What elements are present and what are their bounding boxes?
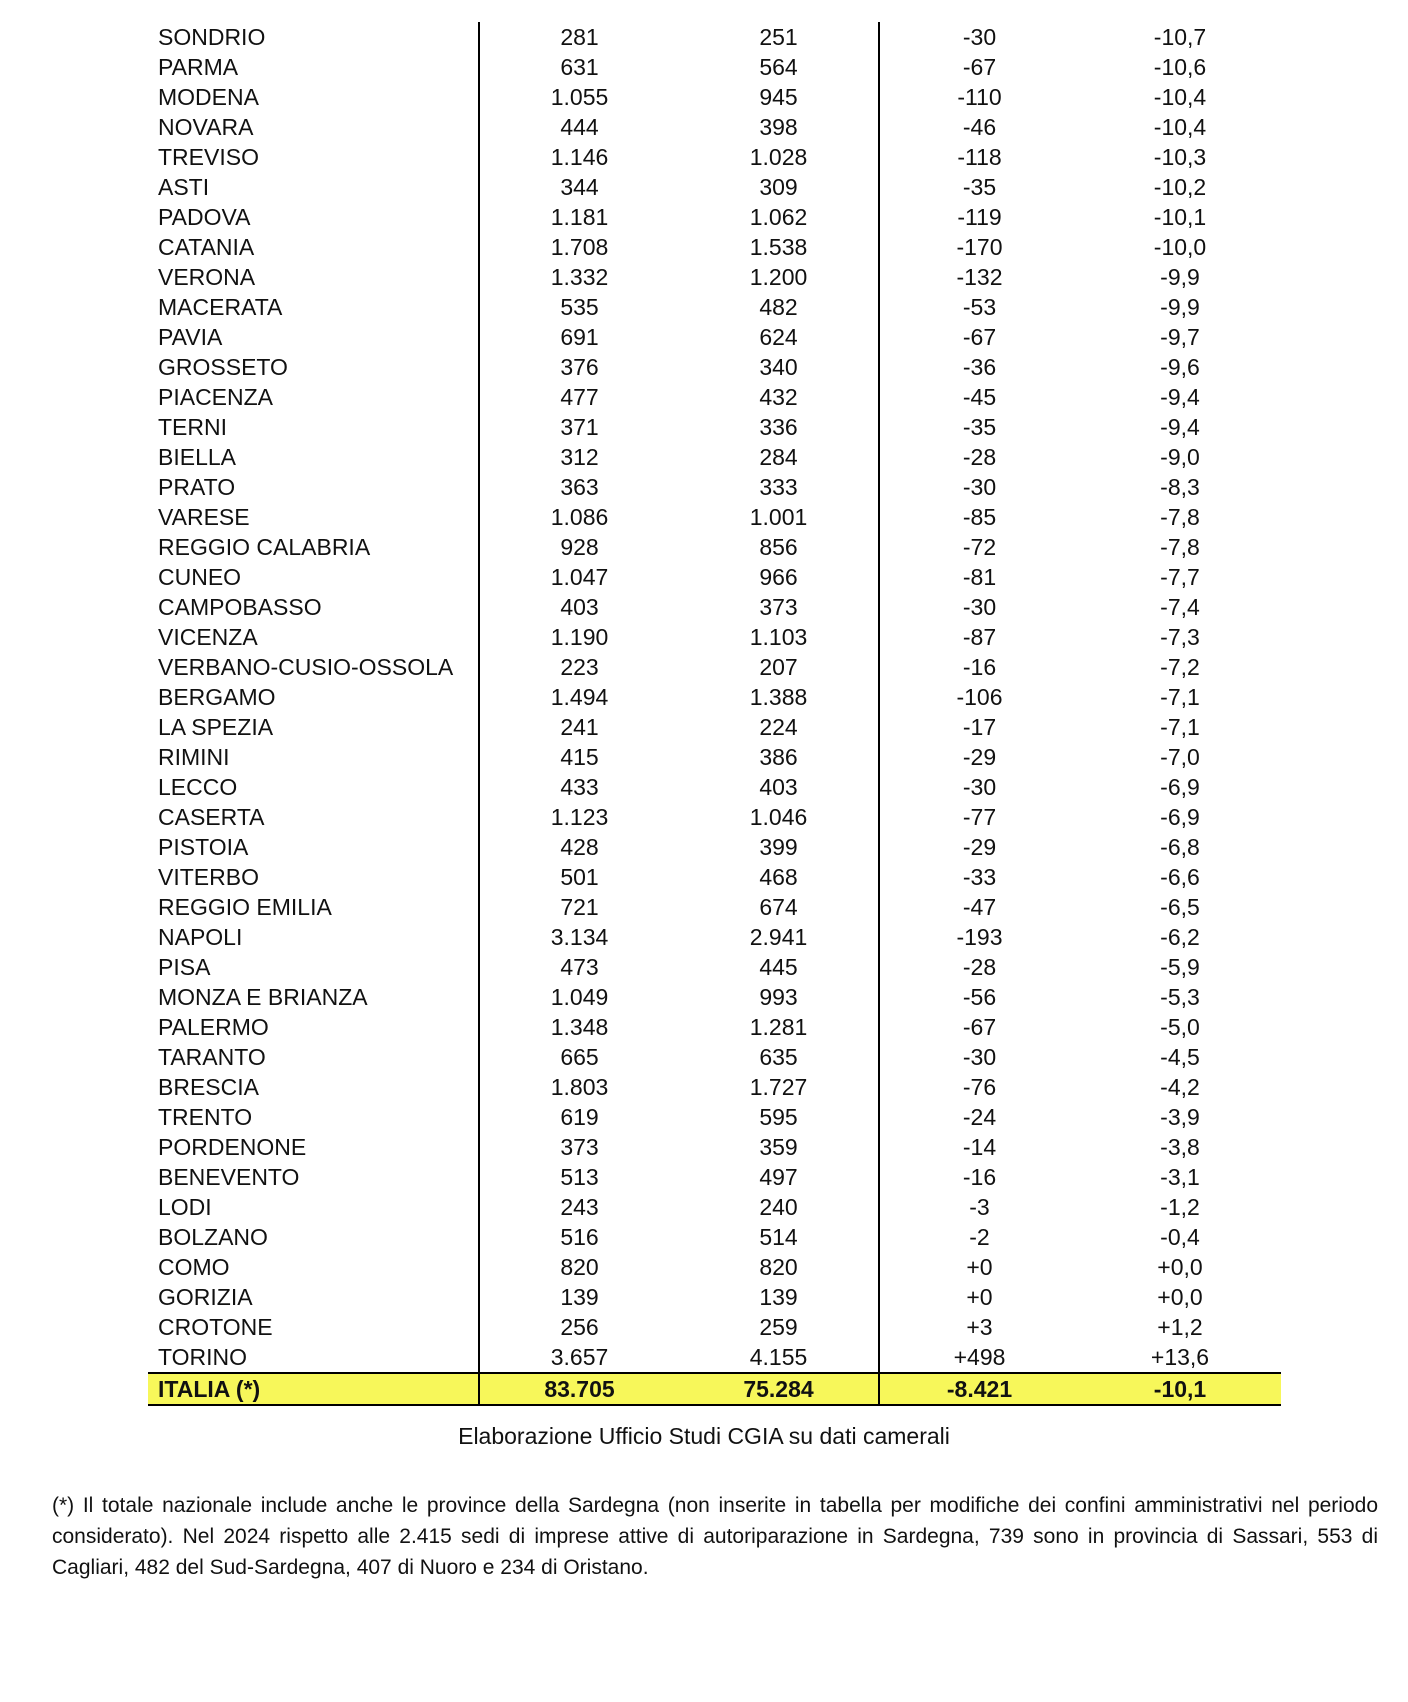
difference: -45 — [962, 384, 997, 410]
table-row — [148, 1072, 1281, 1102]
percent-change: -9,6 — [1160, 354, 1200, 380]
value-1: 363 — [560, 474, 599, 500]
value-1: 1.190 — [550, 624, 609, 650]
province-name: COMO — [148, 1252, 479, 1282]
table-row — [148, 592, 1281, 622]
province-name: MACERATA — [148, 292, 479, 322]
value-2: 1.028 — [679, 142, 879, 172]
difference: -53 — [962, 294, 997, 320]
table-row — [148, 1042, 1281, 1072]
value-1: 139 — [560, 1284, 599, 1310]
percent-change: -3,8 — [1160, 1134, 1200, 1160]
difference: -118 — [957, 144, 1002, 170]
value-1: 281 — [560, 24, 599, 50]
difference: -67 — [962, 324, 997, 350]
value-1: 631 — [560, 54, 599, 80]
province-name: VITERBO — [148, 862, 479, 892]
value-2: 514 — [679, 1222, 879, 1252]
table-row — [148, 22, 1281, 52]
province-name: CUNEO — [148, 562, 479, 592]
value-1: 516 — [560, 1224, 599, 1250]
difference: -193 — [956, 924, 1003, 950]
value-1: 256 — [560, 1314, 599, 1340]
value-2: 564 — [679, 52, 879, 82]
value-2: 139 — [679, 1282, 879, 1312]
percent-change: -7,7 — [1160, 564, 1200, 590]
province-name: LODI — [148, 1192, 479, 1222]
value-1: 223 — [560, 654, 599, 680]
value-1: 1.049 — [550, 984, 609, 1010]
table-row — [148, 742, 1281, 772]
province-name: VERBANO-CUSIO-OSSOLA — [148, 652, 479, 682]
table-row — [148, 562, 1281, 592]
percent-change: -10,7 — [1153, 24, 1207, 50]
province-name: VARESE — [148, 502, 479, 532]
table-row — [148, 892, 1281, 922]
province-name: TREVISO — [148, 142, 479, 172]
value-1: 1.332 — [550, 264, 609, 290]
value-1: 428 — [560, 834, 599, 860]
value-1: 928 — [560, 534, 599, 560]
value-2: 1.062 — [679, 202, 879, 232]
table-row — [148, 172, 1281, 202]
value-2: 1.046 — [679, 802, 879, 832]
percent-change: -10,2 — [1153, 174, 1207, 200]
value-1: 444 — [560, 114, 599, 140]
difference: -30 — [962, 594, 997, 620]
value-2: 1.200 — [679, 262, 879, 292]
province-name: NOVARA — [148, 112, 479, 142]
value-1: 1.181 — [550, 204, 609, 230]
difference: -46 — [962, 114, 997, 140]
province-name: VERONA — [148, 262, 479, 292]
percent-change: -9,4 — [1160, 414, 1200, 440]
value-2: 403 — [679, 772, 879, 802]
percent-change: -7,8 — [1160, 504, 1200, 530]
province-name: NAPOLI — [148, 922, 479, 952]
table-row — [148, 982, 1281, 1012]
difference: -30 — [962, 774, 997, 800]
value-1: 1.348 — [550, 1014, 609, 1040]
province-name: LECCO — [148, 772, 479, 802]
percent-change: -6,9 — [1160, 804, 1200, 830]
value-2: 207 — [679, 652, 879, 682]
difference: -33 — [962, 864, 997, 890]
table-row — [148, 142, 1281, 172]
table-row — [148, 952, 1281, 982]
percent-change: -10,0 — [1153, 234, 1207, 260]
value-1: 1.055 — [550, 84, 609, 110]
table-row — [148, 1252, 1281, 1282]
percent-change: -7,4 — [1160, 594, 1200, 620]
total-value-2: 75.284 — [679, 1373, 879, 1405]
province-name: REGGIO CALABRIA — [148, 532, 479, 562]
percent-change: -10,1 — [1153, 204, 1207, 230]
percent-change: -3,9 — [1160, 1104, 1200, 1130]
table-row — [148, 352, 1281, 382]
percent-change: -6,8 — [1160, 834, 1200, 860]
value-1: 433 — [560, 774, 599, 800]
table-row — [148, 292, 1281, 322]
difference: -35 — [962, 414, 997, 440]
province-name: PALERMO — [148, 1012, 479, 1042]
percent-change: -9,0 — [1160, 444, 1200, 470]
percent-change: -1,2 — [1160, 1194, 1200, 1220]
percent-change: -9,7 — [1160, 324, 1200, 350]
percent-change: -7,1 — [1160, 684, 1200, 710]
percent-change: -6,6 — [1160, 864, 1200, 890]
value-1: 691 — [560, 324, 599, 350]
table-body — [148, 22, 1281, 1405]
province-name: CROTONE — [148, 1312, 479, 1342]
percent-change: -6,9 — [1160, 774, 1200, 800]
table-caption: Elaborazione Ufficio Studi CGIA su dati camerali — [458, 1423, 950, 1449]
province-name: SONDRIO — [148, 22, 479, 52]
value-2: 340 — [679, 352, 879, 382]
percent-change: -7,0 — [1160, 744, 1200, 770]
table-row — [148, 112, 1281, 142]
difference: -170 — [956, 234, 1003, 260]
value-2: 284 — [679, 442, 879, 472]
value-1: 820 — [560, 1254, 599, 1280]
province-table — [148, 22, 1281, 1406]
table-row — [148, 1102, 1281, 1132]
province-name: CAMPOBASSO — [148, 592, 479, 622]
province-name: REGGIO EMILIA — [148, 892, 479, 922]
total-percent: -10,1 — [1079, 1373, 1281, 1405]
province-name: TRENTO — [148, 1102, 479, 1132]
table-row — [148, 1342, 1281, 1373]
table-row — [148, 772, 1281, 802]
value-1: 665 — [560, 1044, 599, 1070]
value-1: 243 — [560, 1194, 599, 1220]
value-2: 336 — [679, 412, 879, 442]
percent-change: -5,3 — [1160, 984, 1200, 1010]
value-1: 501 — [560, 864, 599, 890]
value-2: 4.155 — [679, 1342, 879, 1373]
percent-change: -3,1 — [1160, 1164, 1200, 1190]
percent-change: -0,4 — [1160, 1224, 1200, 1250]
value-2: 674 — [679, 892, 879, 922]
value-1: 403 — [560, 594, 599, 620]
difference: -16 — [962, 1164, 997, 1190]
percent-change: -10,6 — [1153, 54, 1207, 80]
value-1: 371 — [560, 414, 599, 440]
table-row — [148, 52, 1281, 82]
difference: -29 — [962, 834, 997, 860]
table-row — [148, 262, 1281, 292]
value-2: 432 — [679, 382, 879, 412]
difference: -30 — [962, 474, 997, 500]
total-value-1: 83.705 — [479, 1373, 679, 1405]
difference: -56 — [962, 984, 997, 1010]
value-1: 513 — [560, 1164, 599, 1190]
province-name: PORDENONE — [148, 1132, 479, 1162]
value-1: 1.494 — [550, 684, 609, 710]
province-name: GROSSETO — [148, 352, 479, 382]
table-row — [148, 412, 1281, 442]
difference: -47 — [962, 894, 997, 920]
value-2: 373 — [679, 592, 879, 622]
province-table-container — [148, 22, 1281, 1406]
table-row — [148, 1312, 1281, 1342]
value-2: 820 — [679, 1252, 879, 1282]
province-name: PARMA — [148, 52, 479, 82]
value-2: 445 — [679, 952, 879, 982]
value-2: 497 — [679, 1162, 879, 1192]
value-1: 415 — [560, 744, 599, 770]
difference: -30 — [962, 1044, 997, 1070]
value-1: 1.123 — [550, 804, 609, 830]
difference: -36 — [962, 354, 997, 380]
value-2: 259 — [679, 1312, 879, 1342]
percent-change: -9,9 — [1160, 264, 1200, 290]
value-1: 373 — [560, 1134, 599, 1160]
value-1: 344 — [560, 174, 599, 200]
table-row — [148, 1012, 1281, 1042]
difference: -17 — [962, 714, 997, 740]
percent-change: -5,0 — [1160, 1014, 1200, 1040]
percent-change: +0,0 — [1157, 1254, 1203, 1280]
value-2: 386 — [679, 742, 879, 772]
total-difference: -8.421 — [879, 1373, 1079, 1405]
difference: -106 — [956, 684, 1003, 710]
value-2: 945 — [679, 82, 879, 112]
difference: -76 — [962, 1074, 997, 1100]
difference: -87 — [962, 624, 997, 650]
value-2: 624 — [679, 322, 879, 352]
province-name: CATANIA — [148, 232, 479, 262]
province-name: ASTI — [148, 172, 479, 202]
table-row — [148, 232, 1281, 262]
table-row — [148, 382, 1281, 412]
difference: -14 — [962, 1134, 997, 1160]
value-2: 1.538 — [679, 232, 879, 262]
value-2: 399 — [679, 832, 879, 862]
percent-change: -7,1 — [1160, 714, 1200, 740]
percent-change: -10,4 — [1153, 84, 1207, 110]
value-1: 1.086 — [550, 504, 609, 530]
value-2: 240 — [679, 1192, 879, 1222]
value-2: 482 — [679, 292, 879, 322]
table-row — [148, 1162, 1281, 1192]
difference: -67 — [962, 54, 997, 80]
value-1: 1.708 — [550, 234, 609, 260]
province-name: PISTOIA — [148, 832, 479, 862]
value-1: 241 — [560, 714, 599, 740]
difference: -30 — [962, 24, 997, 50]
province-name: TERNI — [148, 412, 479, 442]
value-1: 3.657 — [550, 1344, 609, 1370]
difference: -16 — [962, 654, 997, 680]
difference: +498 — [953, 1344, 1006, 1370]
table-row — [148, 1132, 1281, 1162]
province-name: MONZA E BRIANZA — [148, 982, 479, 1012]
value-2: 1.388 — [679, 682, 879, 712]
province-name: VICENZA — [148, 622, 479, 652]
value-1: 535 — [560, 294, 599, 320]
table-row — [148, 1192, 1281, 1222]
value-2: 1.001 — [679, 502, 879, 532]
percent-change: -4,2 — [1160, 1074, 1200, 1100]
table-row — [148, 202, 1281, 232]
percent-change: -4,5 — [1160, 1044, 1200, 1070]
percent-change: -5,9 — [1160, 954, 1200, 980]
value-2: 993 — [679, 982, 879, 1012]
province-name: RIMINI — [148, 742, 479, 772]
percent-change: +0,0 — [1157, 1284, 1203, 1310]
table-row — [148, 862, 1281, 892]
value-2: 224 — [679, 712, 879, 742]
difference: -67 — [962, 1014, 997, 1040]
percent-change: -9,4 — [1160, 384, 1200, 410]
value-1: 3.134 — [550, 924, 609, 950]
percent-change: -7,3 — [1160, 624, 1200, 650]
table-row — [148, 442, 1281, 472]
table-row — [148, 802, 1281, 832]
percent-change: -7,8 — [1160, 534, 1200, 560]
difference: -119 — [957, 204, 1002, 230]
table-row — [148, 472, 1281, 502]
value-2: 635 — [679, 1042, 879, 1072]
table-row — [148, 712, 1281, 742]
footnote: (*) Il totale nazionale include anche le province della Sardegna (non inserite in tabella per modifiche dei confini amministrativi nel periodo considerato). Nel 2024 rispetto alle 2.415 sedi di imprese attive di autoriparazione in Sardegna, 739 sono in provincia di Sassari, 553 di Cagliari, 482 del Sud-Sardegna, 407 di Nuoro e 234 di Oristano. — [52, 1494, 1378, 1579]
province-name: GORIZIA — [148, 1282, 479, 1312]
difference: -29 — [962, 744, 997, 770]
difference: -81 — [962, 564, 997, 590]
province-name: PADOVA — [148, 202, 479, 232]
table-row — [148, 502, 1281, 532]
value-1: 1.146 — [550, 144, 609, 170]
table-row — [148, 832, 1281, 862]
value-2: 359 — [679, 1132, 879, 1162]
percent-change: -10,4 — [1153, 114, 1207, 140]
difference: -28 — [962, 444, 997, 470]
value-2: 309 — [679, 172, 879, 202]
value-2: 1.103 — [679, 622, 879, 652]
province-name: BERGAMO — [148, 682, 479, 712]
value-2: 595 — [679, 1102, 879, 1132]
total-name: ITALIA (*) — [148, 1373, 479, 1405]
difference: -24 — [962, 1104, 997, 1130]
province-name: CASERTA — [148, 802, 479, 832]
difference: -35 — [962, 174, 997, 200]
difference: +3 — [966, 1314, 993, 1340]
value-1: 376 — [560, 354, 599, 380]
province-name: BRESCIA — [148, 1072, 479, 1102]
province-name: TORINO — [148, 1342, 479, 1373]
percent-change: -7,2 — [1160, 654, 1200, 680]
province-name: TARANTO — [148, 1042, 479, 1072]
value-1: 619 — [560, 1104, 599, 1130]
difference: +0 — [966, 1254, 993, 1280]
difference: -28 — [962, 954, 997, 980]
percent-change: +13,6 — [1150, 1344, 1210, 1370]
table-row — [148, 922, 1281, 952]
table-row — [148, 1282, 1281, 1312]
difference: -2 — [969, 1224, 990, 1250]
province-name: PISA — [148, 952, 479, 982]
province-name: PRATO — [148, 472, 479, 502]
province-name: BENEVENTO — [148, 1162, 479, 1192]
value-2: 468 — [679, 862, 879, 892]
value-2: 333 — [679, 472, 879, 502]
province-name: MODENA — [148, 82, 479, 112]
difference: -72 — [962, 534, 997, 560]
percent-change: -6,2 — [1160, 924, 1200, 950]
percent-change: -10,3 — [1153, 144, 1207, 170]
difference: -132 — [956, 264, 1003, 290]
province-name: LA SPEZIA — [148, 712, 479, 742]
value-2: 251 — [679, 22, 879, 52]
percent-change: -6,5 — [1160, 894, 1200, 920]
table-row — [148, 532, 1281, 562]
value-1: 721 — [560, 894, 599, 920]
value-1: 477 — [560, 384, 599, 410]
value-2: 1.727 — [679, 1072, 879, 1102]
difference: -85 — [962, 504, 997, 530]
value-1: 1.047 — [550, 564, 609, 590]
percent-change: -8,3 — [1160, 474, 1200, 500]
value-2: 1.281 — [679, 1012, 879, 1042]
table-row — [148, 82, 1281, 112]
table-row — [148, 682, 1281, 712]
province-name: BOLZANO — [148, 1222, 479, 1252]
province-name: BIELLA — [148, 442, 479, 472]
difference: +0 — [966, 1284, 993, 1310]
difference: -110 — [957, 84, 1002, 110]
value-2: 398 — [679, 112, 879, 142]
table-row — [148, 622, 1281, 652]
total-row — [148, 1373, 1281, 1405]
value-1: 1.803 — [550, 1074, 609, 1100]
province-name: PAVIA — [148, 322, 479, 352]
table-row — [148, 652, 1281, 682]
percent-change: -9,9 — [1160, 294, 1200, 320]
value-1: 312 — [560, 444, 599, 470]
difference: -77 — [962, 804, 997, 830]
table-row — [148, 322, 1281, 352]
province-name: PIACENZA — [148, 382, 479, 412]
difference: -3 — [969, 1194, 990, 1220]
value-2: 966 — [679, 562, 879, 592]
table-row — [148, 1222, 1281, 1252]
percent-change: +1,2 — [1157, 1314, 1203, 1340]
value-2: 2.941 — [679, 922, 879, 952]
value-2: 856 — [679, 532, 879, 562]
value-1: 473 — [560, 954, 599, 980]
